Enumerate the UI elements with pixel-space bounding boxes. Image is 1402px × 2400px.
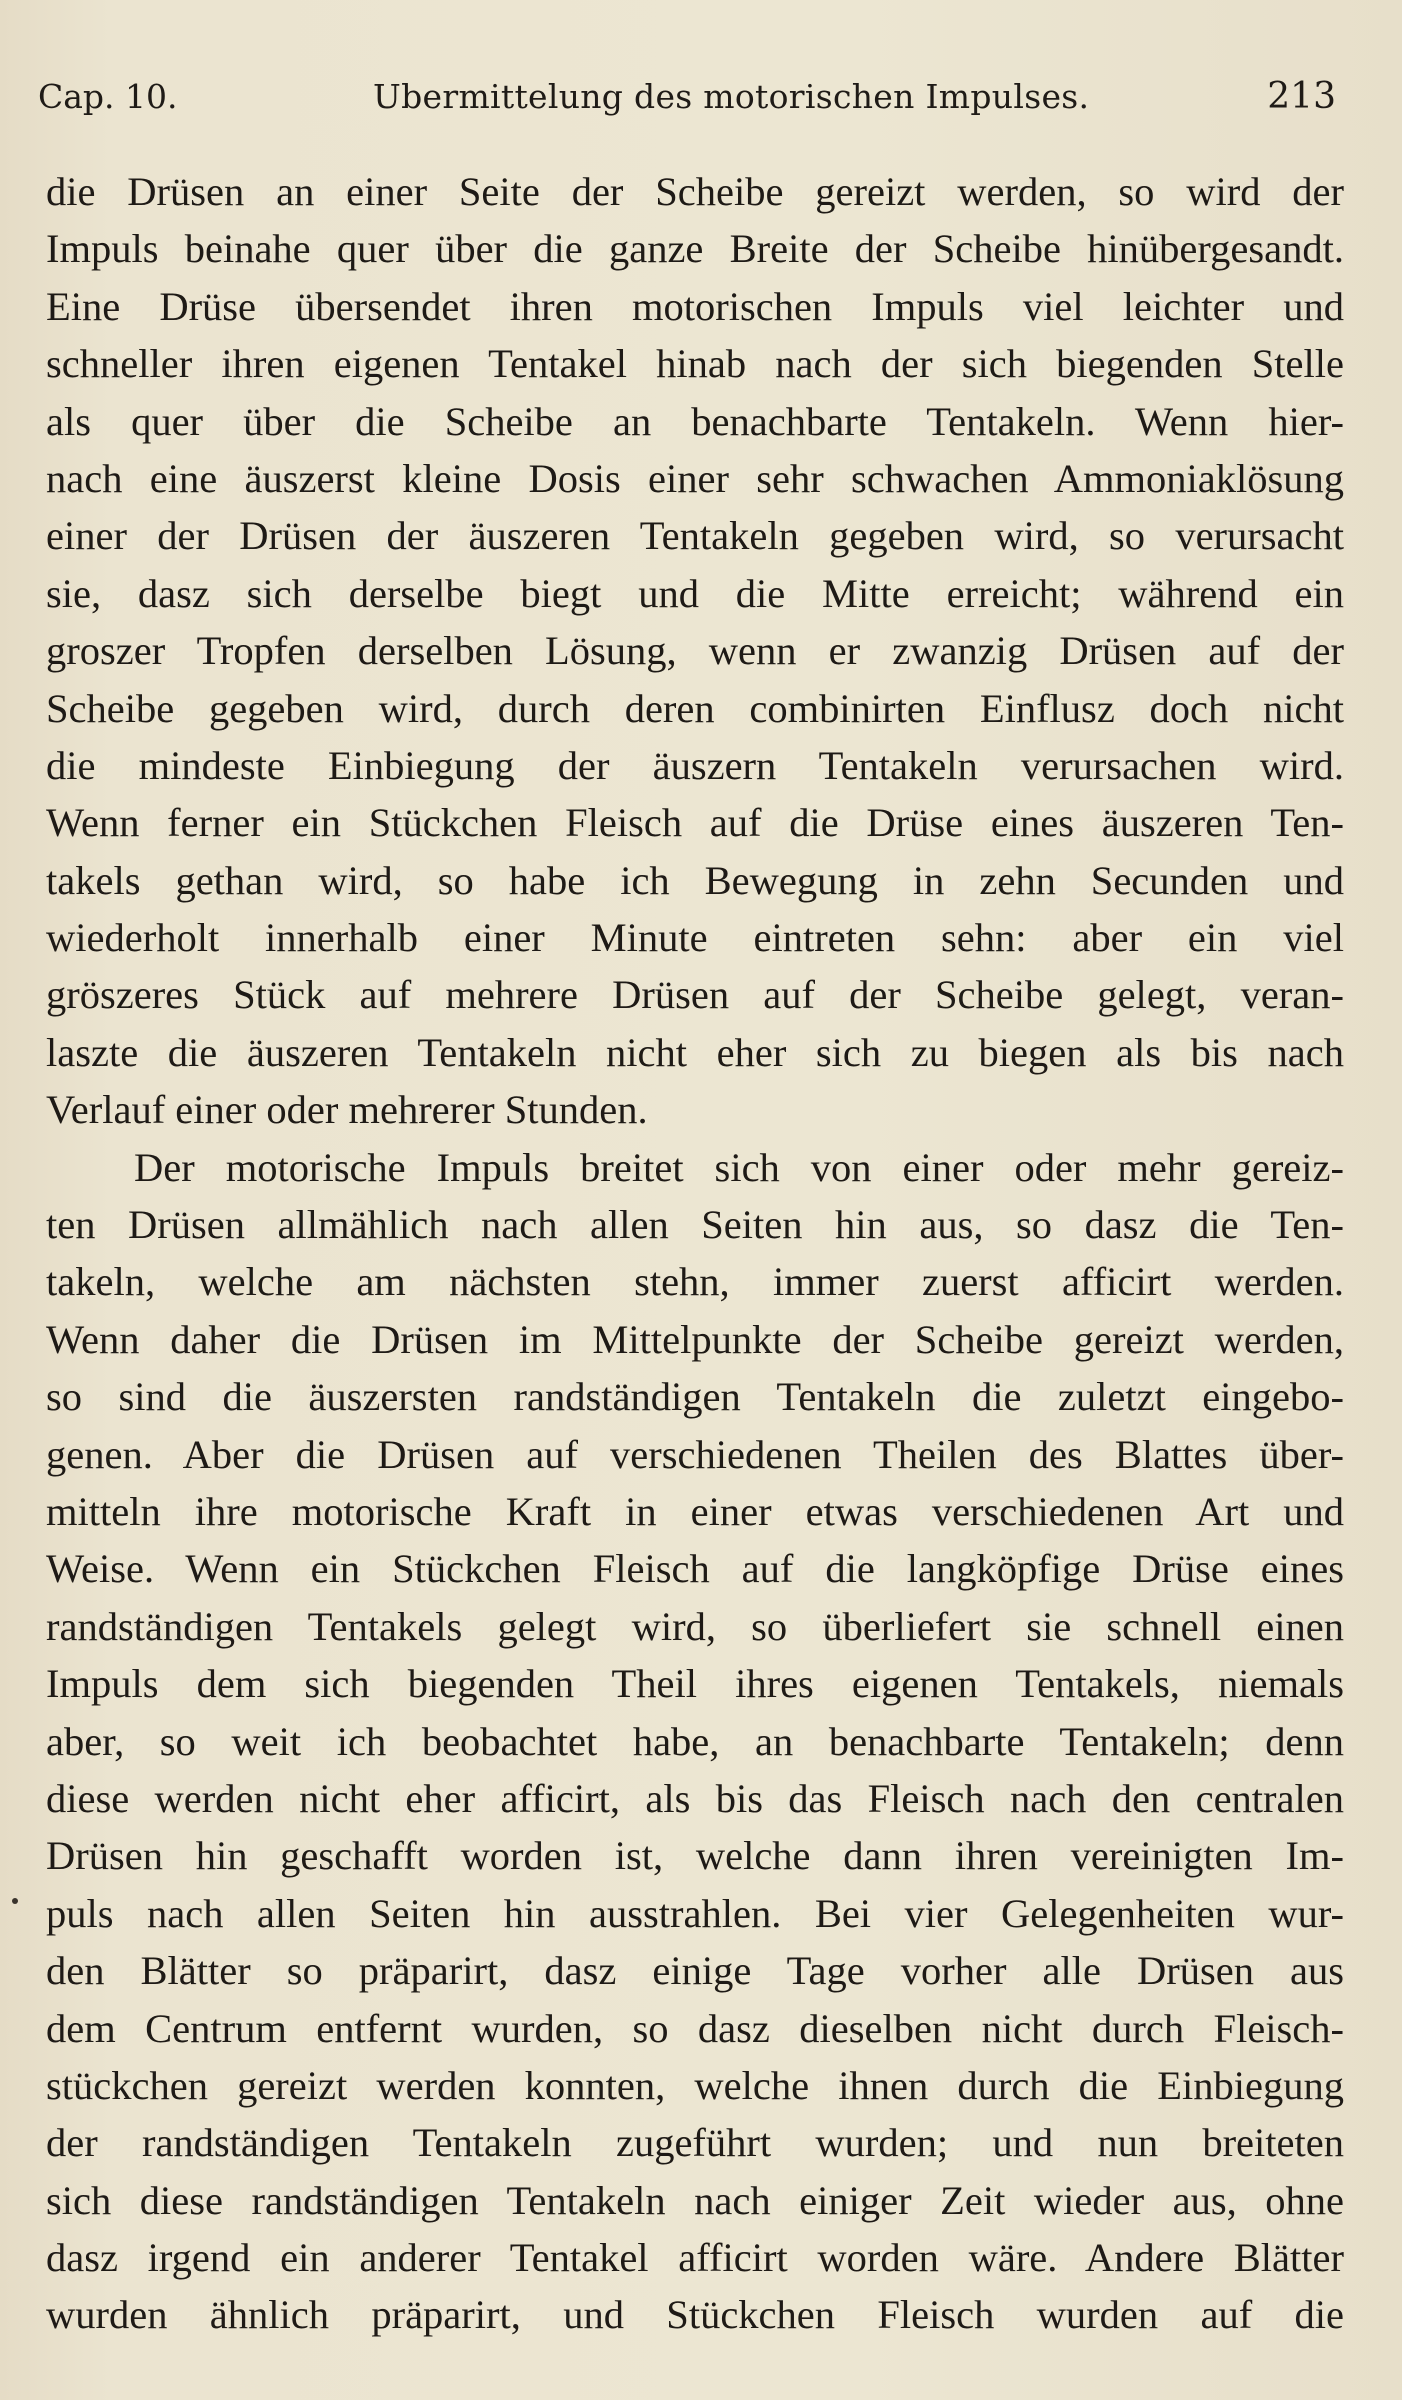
text-line: den Blätter so präparirt, dasz einige Tage vorher alle Drüsen aus: [46, 1948, 1344, 1994]
text-line: stückchen gereizt werden konnten, welche ihnen durch die Einbiegung: [46, 2062, 1344, 2108]
text-line: Drüsen hin geschafft worden ist, welche dann ihren vereinigten Im-: [46, 1833, 1344, 1879]
text-line: die Drüsen an einer Seite der Scheibe gereizt werden, so wird der: [46, 169, 1344, 214]
text-line: aber, so weit ich beobachtet habe, an benachbarte Tentakeln; denn: [46, 1718, 1344, 1764]
text-line: Weise. Wenn ein Stückchen Fleisch auf die langköpfige Drüse eines: [46, 1546, 1344, 1592]
text-line: ten Drüsen allmählich nach allen Seiten hin aus, so dasz die Ten-: [46, 1202, 1344, 1248]
running-header: [38, 72, 1336, 122]
text-line: wurden ähnlich präparirt, und Stückchen Fleisch wurden auf die: [46, 2292, 1344, 2338]
text-line: dasz irgend ein anderer Tentakel afficirt worden wäre. Andere Blätter: [46, 2235, 1344, 2281]
text-line: gröszeres Stück auf mehrere Drüsen auf der Scheibe gelegt, veran-: [46, 972, 1344, 1018]
text-line: takeln, welche am nächsten stehn, immer zuerst afficirt werden.: [46, 1259, 1344, 1305]
paragraph-start-line: Der motorische Impuls breitet sich von einer oder mehr gereiz-: [134, 1144, 1344, 1190]
text-line: die mindeste Einbiegung der äuszern Tentakeln verursachen wird.: [46, 742, 1344, 788]
text-line: randständigen Tentakels gelegt wird, so überliefert sie schnell einen: [46, 1603, 1344, 1649]
text-line: diese werden nicht eher afficirt, als bis das Fleisch nach den centralen: [46, 1775, 1344, 1821]
text-line: mitteln ihre motorische Kraft in einer etwas verschiedenen Art und: [46, 1488, 1344, 1534]
text-line: puls nach allen Seiten hin ausstrahlen. Bei vier Gelegenheiten wur-: [46, 1890, 1344, 1936]
text-line: schneller ihren eigenen Tentakel hinab nach der sich biegenden Stelle: [46, 341, 1344, 387]
chapter-label: Cap. 10.: [38, 77, 178, 116]
text-line: takels gethan wird, so habe ich Bewegung in zehn Secunden und: [46, 857, 1344, 903]
text-line: sie, dasz sich derselbe biegt und die Mitte erreicht; während ein: [46, 570, 1344, 616]
page-number: 213: [1267, 76, 1336, 117]
text-line: nach eine äuszerst kleine Dosis einer sehr schwachen Ammoniaklösung: [46, 455, 1344, 501]
text-line: als quer über die Scheibe an benachbarte Tentakeln. Wenn hier-: [46, 398, 1344, 444]
paragraph-end-line: Verlauf einer oder mehrerer Stunden.: [46, 1087, 648, 1133]
text-line: dem Centrum entfernt wurden, so dasz dieselben nicht durch Fleisch-: [46, 2005, 1344, 2051]
text-line: einer der Drüsen der äuszeren Tentakeln gegeben wird, so verursacht: [46, 513, 1344, 559]
text-line: wiederholt innerhalb einer Minute eintreten sehn: aber ein viel: [46, 915, 1344, 961]
text-line: der randständigen Tentakeln zugeführt wurden; und nun breiteten: [46, 2120, 1344, 2166]
text-line: so sind die äuszersten randständigen Tentakeln die zuletzt eingebo-: [46, 1374, 1344, 1420]
margin-mark: [12, 1898, 18, 1904]
text-line: Wenn ferner ein Stückchen Fleisch auf die Drüse eines äuszeren Ten-: [46, 800, 1344, 846]
text-line: Wenn daher die Drüsen im Mittelpunkte der Scheibe gereizt werden,: [46, 1316, 1344, 1362]
text-line: Impuls beinahe quer über die ganze Breite der Scheibe hinübergesandt.: [46, 226, 1344, 272]
body-text: [46, 163, 1344, 2344]
text-line: groszer Tropfen derselben Lösung, wenn er zwanzig Drüsen auf der: [46, 628, 1344, 674]
text-line: genen. Aber die Drüsen auf verschiedenen Theilen des Blattes über-: [46, 1431, 1344, 1477]
text-line: sich diese randständigen Tentakeln nach einiger Zeit wieder aus, ohne: [46, 2177, 1344, 2223]
text-line: Impuls dem sich biegenden Theil ihres eigenen Tentakels, niemals: [46, 1661, 1344, 1707]
running-title: Ubermittelung des motorischen Impulses.: [373, 77, 1090, 116]
text-line: Eine Drüse übersendet ihren motorischen Impuls viel leichter und: [46, 283, 1344, 329]
text-line: Scheibe gegeben wird, durch deren combinirten Einflusz doch nicht: [46, 685, 1344, 731]
text-line: laszte die äuszeren Tentakeln nicht eher sich zu biegen als bis nach: [46, 1029, 1344, 1075]
